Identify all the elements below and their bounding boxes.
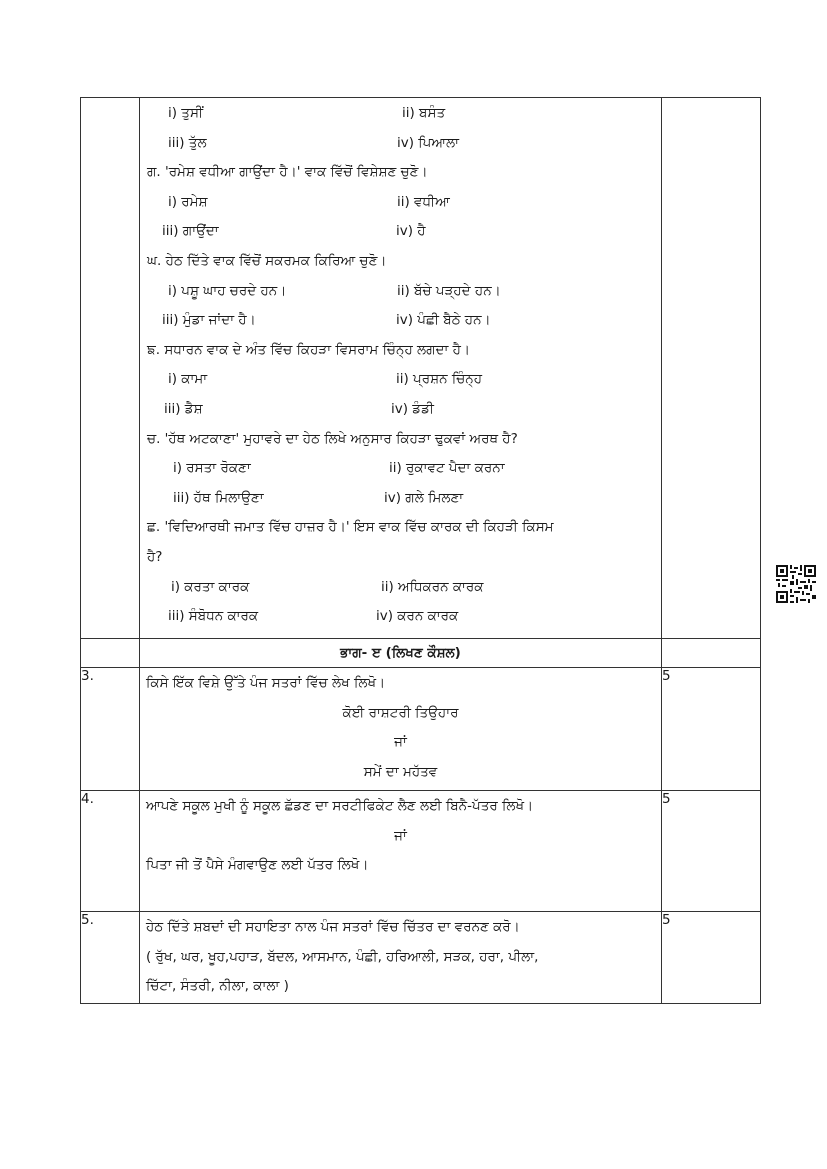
question-marks: 5 (662, 791, 761, 912)
option-b: ii) ਪ੍ਰਸ਼ਨ ਚਿੰਨ੍ਹ (396, 371, 483, 388)
question-number: 5. (81, 912, 140, 1004)
question-row-5 (81, 912, 761, 1004)
question-text: ਹੇਠ ਦਿੱਤੇ ਸ਼ਬਦਾਂ ਦੀ ਸਹਾਇਤਾ ਨਾਲ ਪੰਜ ਸਤਰਾਂ ਵਿੱਚ ਚਿੱਤਰ ਦਾ ਵਰਨਣ ਕਰੋ। (146, 919, 520, 935)
question-content-cell (140, 668, 662, 791)
option-a: i) ਤੁਸੀਂ (168, 105, 204, 121)
option-b: iv) ਹੈ (396, 223, 426, 240)
question-row-4 (81, 791, 761, 912)
option-a: iii) ਮੁੰਡਾ ਜਾਂਦਾ ਹੈ। (162, 312, 256, 329)
question-text: ਛ. 'ਵਿਦਿਆਰਥੀ ਜਮਾਤ ਵਿੱਚ ਹਾਜ਼ਰ ਹੈ।' ਇਸ ਵਾਕ ਵਿੱਚ ਕਾਰਕ ਦੀ ਕਿਹੜੀ ਕਿਸਮ (147, 519, 554, 536)
row-s1-6 (140, 277, 661, 307)
essay-topic-2: ਸਮੇਂ ਦਾ ਮਹੱਤਵ (363, 763, 438, 780)
option-a: i) ਪਸ਼ੂ ਘਾਹ ਚਰਦੇ ਹਨ। (168, 282, 287, 299)
word-list-line: ( ਰੁੱਖ, ਘਰ, ਖੂਹ,ਪਹਾੜ, ਬੱਦਲ, ਆਸਮਾਨ, ਪੰਛੀ, ਹਰਿਆਲੀ, ਸੜਕ, ਹਰਾ, ਪੀਲਾ, (146, 948, 539, 965)
section-heading-row (81, 639, 761, 668)
question-text: ਕਿਸੇ ਇੱਕ ਵਿਸ਼ੇ ਉੱਤੇ ਪੰਜ ਸਤਰਾਂ ਵਿੱਚ ਲੇਖ ਲਿਖੋ। (146, 675, 386, 691)
question-marks: 5 (662, 668, 761, 791)
or-separator: ਜਾਂ (394, 734, 407, 751)
row-s1-4 (140, 217, 661, 247)
question-number-cell (81, 98, 140, 639)
empty-cell (662, 639, 761, 668)
qr-code-icon (776, 565, 816, 603)
question-row-3 (81, 668, 761, 791)
empty-cell (81, 639, 140, 668)
question-text: ਚ. 'ਹੱਥ ਅਟਕਾਣਾ' ਮੁਹਾਵਰੇ ਦਾ ਹੇਠ ਲਿਖੇ ਅਨੁਸਾਰ ਕਿਹੜਾ ਢੁਕਵਾਂ ਅਰਥ ਹੈ? (147, 430, 518, 447)
row-s1-3 (140, 188, 661, 218)
question-text: ਆਪਣੇ ਸਕੂਲ ਮੁਖੀ ਨੂੰ ਸਕੂਲ ਛੱਡਣ ਦਾ ਸਰਟੀਫਿਕੇਟ ਲੈਣ ਲਈ ਬਿਨੈ-ਪੱਤਰ ਲਿਖੋ। (146, 798, 534, 814)
option-a: iii) ਹੱਥ ਮਿਲਾਉਣਾ (173, 489, 264, 506)
option-a: iii) ਡੈਸ਼ (164, 400, 203, 417)
question-number: 3. (81, 668, 140, 791)
option-a: i) ਕਰਤਾ ਕਾਰਕ (171, 578, 250, 595)
question-text: ਘ. ਹੇਠ ਦਿੱਤੇ ਵਾਕ ਵਿੱਚੋਂ ਸਕਰਮਕ ਕਿਰਿਆ ਚੁਣੋ। (147, 252, 387, 269)
question-text: ਗ. 'ਰਮੇਸ਼ ਵਧੀਆ ਗਾਉਂਦਾ ਹੈ।' ਵਾਕ ਵਿੱਚੋਂ ਵਿਸ਼ੇਸ਼ਣ ਚੁਣੋ। (147, 164, 428, 181)
question-paper-table (80, 97, 761, 1004)
question-marks: 5 (662, 912, 761, 1004)
row-s1-16 (140, 573, 661, 603)
question-number: 4. (81, 791, 140, 912)
option-a: i) ਰਸਤਾ ਰੋਕਣਾ (173, 460, 251, 477)
question-content-cell (140, 791, 662, 912)
question-content-cell (140, 98, 662, 639)
row-s1-0 (140, 99, 661, 129)
section-heading: ਭਾਗ- ੲ (ਲਿਖਣ ਕੌਸ਼ਲ) (340, 645, 461, 661)
question-content-cell (140, 912, 662, 1004)
option-b: iv) ਪੰਛੀ ਬੈਠੇ ਹਨ। (396, 312, 491, 329)
row-s1-1 (140, 129, 661, 159)
essay-topic-1: ਕੋਈ ਰਾਸ਼ਟਰੀ ਤਿਉਹਾਰ (342, 704, 459, 721)
option-b: iv) ਡੰਡੀ (391, 400, 434, 417)
option-a: iii) ਤੁੱਲ (168, 134, 207, 151)
option-b: ii) ਬੱਚੇ ਪੜ੍ਹਦੇ ਹਨ। (397, 282, 501, 299)
option-a: i) ਕਾਮਾ (168, 371, 208, 388)
or-separator: ਜਾਂ (394, 827, 407, 844)
option-b: iv) ਕਰਨ ਕਾਰਕ (376, 608, 459, 625)
option-a: iii) ਸੰਬੋਧਨ ਕਾਰਕ (168, 608, 259, 625)
row-s1-10 (140, 395, 661, 425)
option-b: iv) ਗਲੇ ਮਿਲਣਾ (384, 489, 464, 506)
marks-cell (662, 98, 761, 639)
row-s1-12 (140, 454, 661, 484)
row-s1-7 (140, 306, 661, 336)
question-text: ਹੈ? (147, 548, 163, 565)
option-b: ii) ਅਧਿਕਰਨ ਕਾਰਕ (381, 578, 484, 595)
word-list-line: ਚਿੱਟਾ, ਸੰਤਰੀ, ਨੀਲਾ, ਕਾਲਾ ) (146, 978, 289, 995)
option-b: ii) ਵਧੀਆ (397, 193, 450, 210)
option-a: iii) ਗਾਉਂਦਾ (162, 223, 219, 240)
row-s1-9 (140, 365, 661, 395)
option-a: i) ਰਮੇਸ਼ (168, 193, 208, 210)
question-alternative: ਪਿਤਾ ਜੀ ਤੋਂ ਪੈਸੇ ਮੰਗਵਾਉਣ ਲਈ ਪੱਤਰ ਲਿਖੋ। (146, 857, 369, 874)
row-s1-13 (140, 484, 661, 514)
row-s1-17 (140, 602, 661, 632)
objective-questions-row (81, 98, 761, 639)
option-b: ii) ਬਸੰਤ (402, 105, 446, 121)
question-text: ਙ. ਸਧਾਰਨ ਵਾਕ ਦੇ ਅੰਤ ਵਿੱਚ ਕਿਹੜਾ ਵਿਸਰਾਮ ਚਿੰਨ੍ਹ ਲਗਦਾ ਹੈ। (147, 341, 471, 358)
option-b: iv) ਪਿਆਲਾ (397, 134, 460, 151)
section-heading-cell (140, 639, 662, 668)
option-b: ii) ਰੁਕਾਵਟ ਪੈਦਾ ਕਰਨਾ (389, 460, 505, 477)
